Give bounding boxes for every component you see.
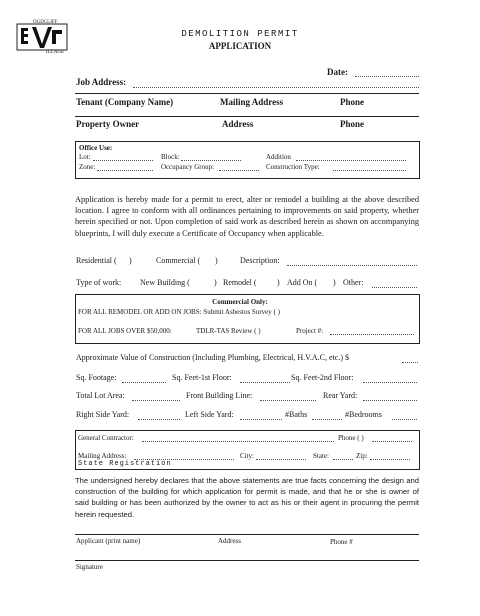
right-side-yard-label: Right Side Yard: (76, 410, 130, 419)
general-contractor-field[interactable] (142, 441, 334, 442)
row2-line[interactable] (75, 116, 419, 117)
row1-line[interactable] (75, 93, 419, 94)
block-label: Block: (161, 153, 180, 161)
work-type-label: Type of work: (76, 278, 122, 287)
new-building-checkbox[interactable]: ) (214, 278, 217, 287)
phone-label: Phone (340, 97, 365, 107)
bedrooms-label: #Bedrooms (345, 410, 382, 419)
other-label: Other: (343, 278, 364, 287)
addition-field[interactable] (296, 160, 406, 161)
zone-label: Zone: (79, 163, 96, 171)
sq-feet-1st-field[interactable] (240, 382, 290, 383)
remodel-checkbox[interactable]: ) (277, 278, 280, 287)
sq-feet-2nd-field[interactable] (363, 382, 417, 383)
sq-footage-field[interactable] (122, 382, 166, 383)
logo-top-text: OGDCLIFF (33, 20, 58, 25)
add-on-checkbox[interactable]: ) (333, 278, 336, 287)
block-field[interactable] (181, 160, 241, 161)
commercial-label: Commercial ( (156, 256, 201, 265)
applicant-address-label: Address (218, 537, 241, 545)
zip-field[interactable] (370, 459, 410, 460)
applicant-phone-label: Phone # (330, 538, 353, 546)
state-label: State: (313, 452, 329, 460)
job-address-field[interactable] (133, 87, 419, 88)
asbestos-survey-line[interactable]: FOR ALL REMODEL OR ADD ON JOBS: Submit Asbestos Survey ( ) (78, 308, 280, 316)
baths-field[interactable] (312, 419, 342, 420)
addition-label: Addition (266, 153, 291, 161)
job-address-label: Job Address: (76, 77, 127, 87)
signature-line[interactable] (75, 560, 419, 561)
applicant-line[interactable] (75, 534, 419, 535)
city-label: City: (240, 452, 255, 460)
construction-label: Construction Type: (266, 163, 320, 171)
project-number-field[interactable] (330, 334, 414, 335)
commercial-only-title: Commercial Only: (212, 298, 268, 306)
project-number-label: Project #: (296, 327, 324, 335)
other-field[interactable] (372, 287, 417, 288)
zip-label: Zip: (356, 452, 368, 460)
property-owner-label: Property Owner (76, 119, 140, 129)
contractor-mailing-label: Mailing Address: (78, 452, 127, 460)
date-label: Date: (327, 67, 348, 77)
total-lot-area-label: Total Lot Area: (76, 391, 125, 400)
add-on-label: Add On ( (287, 278, 318, 287)
date-field[interactable] (355, 76, 419, 77)
left-side-yard-label: Left Side Yard: (185, 410, 234, 419)
new-building-label: New Building ( (140, 278, 190, 287)
office-use-title: Office Use: (79, 144, 113, 152)
bedrooms-field[interactable] (392, 419, 417, 420)
sq-footage-label: Sq. Footage: (76, 373, 117, 382)
occupancy-label: Occupancy Group: (161, 163, 215, 171)
owner-phone-label: Phone (340, 119, 365, 129)
logo-bottom-text: ILLAGE (46, 50, 65, 55)
tenant-label: Tenant (Company Name) (76, 97, 174, 107)
front-building-line-field[interactable] (260, 400, 316, 401)
contractor-phone-label: Phone ( ) (338, 434, 364, 442)
state-registration-label: State Registration (78, 460, 172, 468)
residential-label: Residential ( (76, 256, 117, 265)
signature-label: Signature (76, 563, 103, 571)
over-50000-label: FOR ALL JOBS OVER $50,000: (78, 327, 172, 335)
lot-field[interactable] (93, 160, 153, 161)
rear-yard-label: Rear Yard: (323, 391, 358, 400)
occupancy-field[interactable] (219, 170, 259, 171)
front-building-line-label: Front Building Line: (186, 391, 253, 400)
rear-yard-field[interactable] (363, 400, 417, 401)
form-title: DEMOLITION PERMIT (181, 29, 299, 39)
mailing-address-label: Mailing Address (220, 97, 284, 107)
application-statement: Application is hereby made for a permit to erect, alter or remodel a building at the above described location. I agree to conform with all ordinances pertaining to improvements on said property, whether herein specified or not. Upon completion of said work as described herein as shown on accompanying blueprints, I will duly execute a Certificate of Occupancy when applicable. (75, 195, 419, 238)
form-subtitle: APPLICATION (208, 41, 272, 51)
description-label: Description: (240, 256, 280, 265)
description-field[interactable] (287, 265, 417, 266)
baths-label: #Baths (285, 410, 308, 419)
state-field[interactable] (333, 459, 353, 460)
zone-field[interactable] (97, 170, 153, 171)
sq-feet-1st-label: Sq. Feet-1st Floor: (172, 373, 232, 382)
construction-value-field[interactable] (402, 362, 418, 363)
applicant-name-label: Applicant (print name) (76, 537, 141, 545)
city-field[interactable] (256, 459, 306, 460)
total-lot-area-field[interactable] (132, 400, 180, 401)
general-contractor-label: General Contractor: (78, 434, 134, 442)
remodel-label: Remodel ( (223, 278, 257, 287)
tdlr-review-checkbox[interactable]: TDLR-TAS Review ( ) (196, 327, 261, 335)
sq-feet-2nd-label: Sq. Feet-2nd Floor: (291, 373, 354, 382)
lot-label: Lot: (79, 153, 91, 161)
residential-checkbox[interactable]: ) (129, 256, 132, 265)
construction-value-label: Approximate Value of Construction (Including Plumbing, Electrical, H.V.A.C, etc.) $ (76, 353, 349, 362)
construction-field[interactable] (333, 170, 406, 171)
commercial-checkbox[interactable]: ) (215, 256, 218, 265)
left-side-yard-field[interactable] (240, 419, 282, 420)
declaration-statement: The undersigned hereby declares that the above statements are true facts concerning the design and construction of the building for which application for permit is made, and that he or she is owner of said building or has been authorized by the owner to act as his or their agent in procuring the permit herein requested. (75, 476, 419, 519)
owner-address-label: Address (222, 119, 254, 129)
right-side-yard-field[interactable] (138, 419, 180, 420)
contractor-phone-field[interactable] (372, 441, 412, 442)
